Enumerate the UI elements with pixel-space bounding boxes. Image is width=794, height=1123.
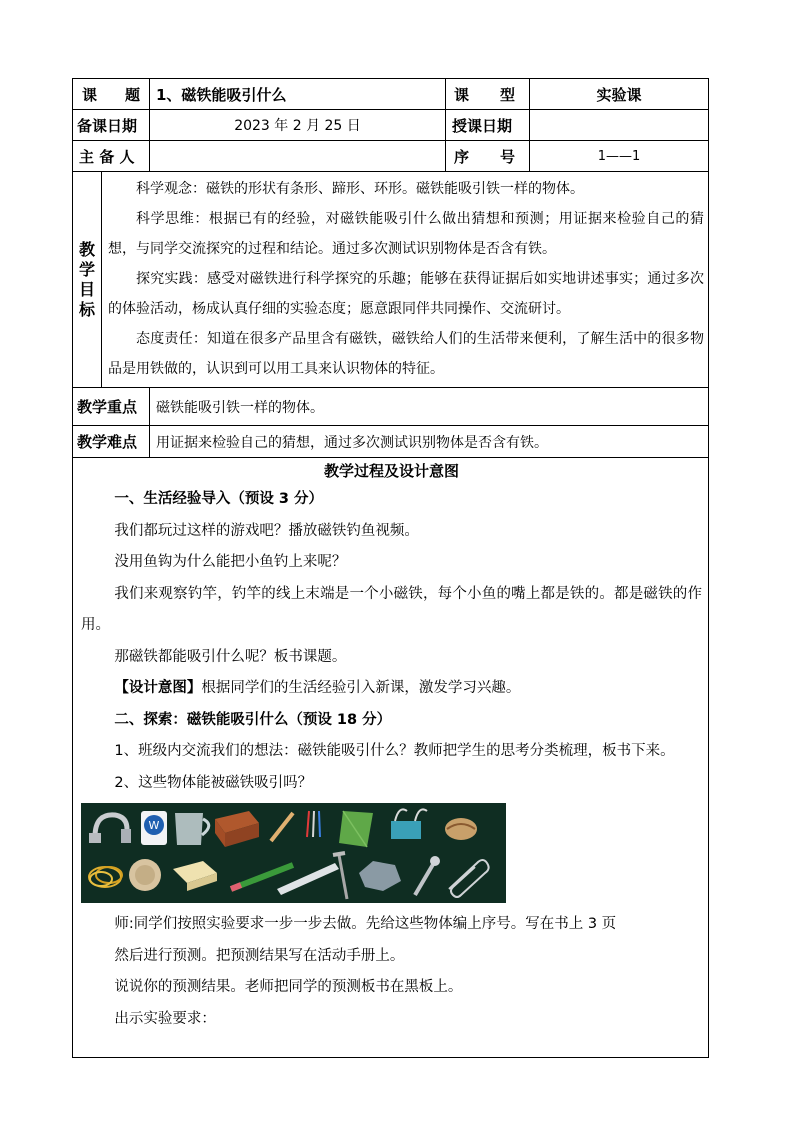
explore-paragraph-3: 师:同学们按照实验要求一步一步去做。先给这些物体编上序号。写在书上 3 页 <box>114 916 617 932</box>
serial-label: 序 号 <box>454 147 515 166</box>
prep-date-value: 2023 年 2 月 25 日 <box>150 110 446 141</box>
design-intent-text: 根据同学们的生活经验引入新课，激发学习兴趣。 <box>201 680 521 696</box>
objects-photo <box>81 803 506 903</box>
design-intent-tag: 【设计意图】 <box>114 680 202 696</box>
process-section <box>73 458 709 1058</box>
explore-paragraph-4: 然后进行预测。把预测结果写在活动手册上。 <box>114 947 405 964</box>
explore-paragraph-1: 1、班级内交流我们的想法：磁铁能吸引什么？教师把学生的思考分类梳理，板书下来。 <box>114 743 675 759</box>
can-icon <box>141 811 167 845</box>
intro-paragraph-3: 我们来观察钓竿，钓竿的线上末端是一个小磁铁，每个小鱼的嘴上都是铁的。都是磁铁的作用。 <box>81 585 702 633</box>
paper-icon <box>339 811 373 847</box>
prep-date-label: 备课日期 <box>73 110 150 141</box>
lesson-plan-table <box>72 78 709 1058</box>
heading-explore: 二、探索：磁铁能吸引什么（预设 18 分） <box>114 711 392 728</box>
topic-label-cell <box>73 79 150 110</box>
shell-icon <box>445 818 477 840</box>
objectives-label-cell <box>73 172 102 388</box>
topic-label: 课 题 <box>82 85 140 104</box>
serial-label-cell <box>446 141 530 172</box>
svg-text:W: W <box>148 819 160 832</box>
intro-paragraph-2: 没用鱼钩为什么能把小鱼钓上来呢？ <box>114 554 347 570</box>
difficulty-text: 用证据来检验自己的猜想，通过多次测试识别物体是否含有铁。 <box>150 426 709 458</box>
topic-value: 1、磁铁能吸引什么 <box>150 79 446 110</box>
key-point-label: 教学重点 <box>73 388 150 426</box>
objectives-content <box>102 172 709 388</box>
key-point-text: 磁铁能吸引铁一样的物体。 <box>150 388 709 426</box>
cork-icon <box>129 859 161 891</box>
serial-value: 1——1 <box>530 141 709 172</box>
objectives-label: 教 学 目 标 <box>78 239 95 319</box>
type-value: 实验课 <box>530 79 709 110</box>
heading-intro: 一、生活经验导入（预设 3 分） <box>114 491 324 507</box>
preparer-label: 主 备 人 <box>73 141 150 172</box>
explore-paragraph-5: 说说你的预测结果。老师把同学的预测板书在黑板上。 <box>114 979 463 995</box>
intro-paragraph-4: 那磁铁都能吸引什么呢？板书课题。 <box>114 648 347 665</box>
explore-paragraph-2: 2、这些物体能被磁铁吸引吗？ <box>114 774 313 791</box>
objective-concept: 科学观念：磁铁的形状有条形、蹄形、环形。磁铁能吸引铁一样的物体。 <box>136 181 584 197</box>
objective-practice: 探究实践：感受对磁铁进行科学探究的乐趣；能够在获得证据后如实地讲述事实；通过多次的体验活动，杨成认真仔细的实验态度；愿意跟同伴共同操作、交流研讨。 <box>108 271 704 317</box>
objects-photo-svg <box>81 803 506 903</box>
objective-attitude: 态度责任：知道在很多产品里含有磁铁，磁铁给人们的生活带来便利，了解生活中的很多物品是用铁做的，认识到可以用工具来认识物体的特征。 <box>108 331 704 377</box>
intro-paragraph-1: 我们都玩过这样的游戏吧？播放磁铁钓鱼视频。 <box>114 522 419 539</box>
difficulty-label: 教学难点 <box>73 426 150 458</box>
type-label: 课 型 <box>454 85 515 104</box>
process-title: 教学过程及设计意图 <box>323 462 459 480</box>
teach-date-value <box>530 110 709 141</box>
objective-thinking: 科学思维：根据已有的经验，对磁铁能吸引什么做出猜想和预测；用证据来检验自己的猜想，与同学交流探究的过程和结论。通过多次测试识别物体是否含有铁。 <box>108 211 704 257</box>
explore-paragraph-6: 出示实验要求： <box>114 1010 216 1027</box>
type-label-cell <box>446 79 530 110</box>
preparer-value <box>150 141 446 172</box>
design-intent <box>81 673 702 705</box>
teach-date-label: 授课日期 <box>446 110 530 141</box>
